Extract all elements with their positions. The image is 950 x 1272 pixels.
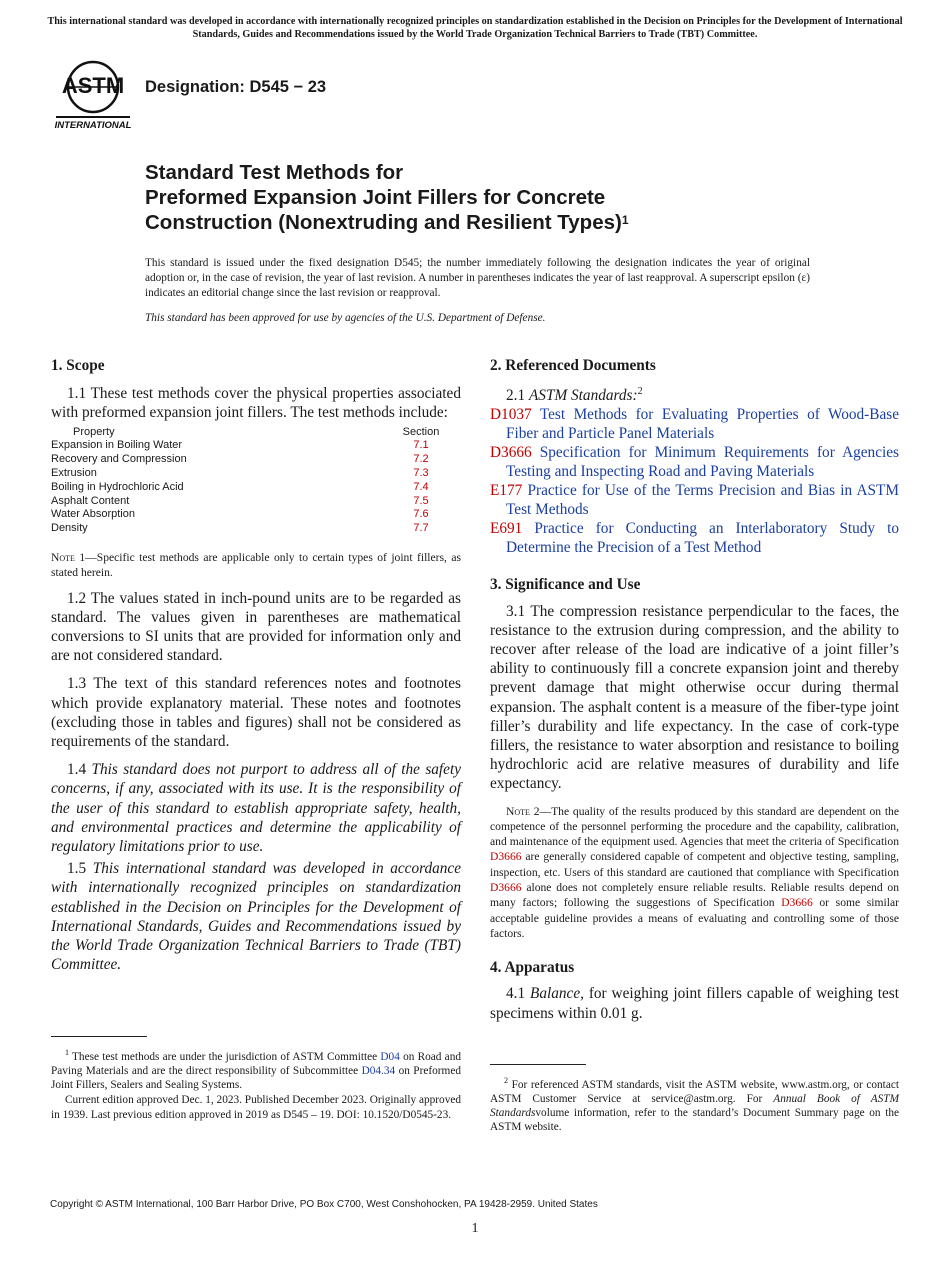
astm-logo [54, 58, 134, 132]
ref-code[interactable]: E691 [490, 520, 523, 538]
ref-code[interactable]: E177 [490, 482, 523, 500]
footnote-1-divider [51, 1036, 147, 1037]
ref-title[interactable]: Test Methods for Evaluating Properties of Wood-Base Fiber and Particle Panel Materials [506, 406, 899, 443]
page-number: 1 [471, 1221, 479, 1236]
table-row [51, 467, 451, 481]
section-1-heading: 1. Scope [51, 357, 105, 374]
title-line-2: Preformed Expansion Joint Fillers for Concrete [145, 186, 606, 209]
footnote-1-jurisdiction [51, 1046, 461, 1092]
para-1-3: 1.3 The text of this standard references notes and footnotes which provide explanatory material. These notes and footnotes (excluding those in tables and figures) shall not be considered as requirements of the standard. [51, 675, 461, 750]
ref-code[interactable]: D3666 [490, 444, 532, 462]
para-1-5 [51, 859, 461, 974]
para-4-1-term: Balance, [530, 985, 584, 1003]
table-cell-property: Water Absorption [51, 508, 135, 521]
footnote-1-marker: 1 [65, 1048, 69, 1057]
table-cell-section-link[interactable]: 7.1 [413, 439, 429, 452]
note-2-text-a: 2—The quality of the results produced by this standard are dependent on the competence of the personnel performing the procedure and the capability, calibration, and maintenance of the equipment used. Agencies that meet the criteria of Specification [490, 804, 899, 849]
title-footnote-ref[interactable]: 1 [621, 213, 629, 227]
table-cell-section-link[interactable]: 7.5 [413, 494, 429, 507]
para-4-1-text: for weighing joint fillers capable of weighing test specimens within 0.01 g. [490, 985, 899, 1022]
table-cell-section-link[interactable]: 7.4 [413, 480, 429, 493]
subcommittee-d04-34-link[interactable]: D04.34 [361, 1064, 396, 1077]
ref-title[interactable]: Specification for Minimum Requirements for Agencies Testing and Inspecting Road and Paving Materials [506, 444, 899, 481]
left-column [51, 356, 461, 974]
note-2-text-b: are generally considered capable of competent and objective testing, sampling, inspection, etc. Users of this standard are cautioned that compliance with Specification [490, 850, 899, 879]
ref-item-d1037[interactable] [490, 405, 899, 443]
note-2-text-c: alone does not completely ensure reliable results. Reliable results depend on many factors; following the suggestions of Specification [490, 881, 899, 910]
footnote-1 [51, 1046, 461, 1122]
d3666-link[interactable]: D3666 [490, 850, 522, 864]
ref-title[interactable]: Practice for Use of the Terms Precision and Bias in ASTM Test Methods [506, 482, 899, 519]
table-cell-section-link[interactable]: 7.7 [413, 522, 429, 535]
table-row [51, 522, 451, 536]
ref-item-e177[interactable] [490, 481, 899, 519]
para-1-4-number: 1.4 [67, 761, 92, 779]
para-1-5-text: This international standard was developed in accordance with internationally recognized principles on standardization established in the Decision on Principles for the Development of International Standards, Guides and Recommendations issued by the World Trade Organization Technical Barriers to Trade (TBT) Committee. [51, 860, 461, 974]
title-line-3-text: Construction (Nonextruding and Resilient Types) [145, 211, 622, 234]
title-line-1: Standard Test Methods for [145, 161, 404, 184]
committee-d04-link[interactable]: D04 [380, 1050, 400, 1063]
ref-title[interactable]: Practice for Conducting an Interlaboratory Study to Determine the Precision of a Test Method [506, 520, 900, 557]
svg-text:ASTM: ASTM [61, 73, 125, 98]
svg-text:INTERNATIONAL: INTERNATIONAL [54, 120, 132, 131]
astm-international-logo-icon [54, 58, 134, 132]
note-1-label: Note [51, 550, 75, 564]
table-row [51, 439, 451, 453]
section-2-heading: 2. Referenced Documents [490, 357, 656, 374]
footnote-2-text [490, 1074, 899, 1135]
table-cell-property: Recovery and Compression [51, 453, 187, 466]
para-1-1: 1.1 These test methods cover the physical properties associated with preformed expansion joint fillers. The test methods include: [51, 385, 461, 422]
para-4-1-number: 4.1 [506, 985, 530, 1003]
footnote-1-text-a: These test methods are under the jurisdiction of ASTM Committee [69, 1050, 381, 1063]
para-3-1: 3.1 The compression resistance perpendicular to the faces, the resistance to the extrusion during compression, and the ability to recover after release of the load are indicative of a joint filler’s ability to continuously fill a concrete expansion joint and thereby prevent damage that might otherwise occur during thermal expansion. The asphalt content is a measure of the fiber-type joint filler’s durability and life expectancy. In the case of cork-type fillers, the resistance to water absorption and resistance to boiling hydrochloric acid are relative measures of durability and life expectancy. [490, 602, 899, 793]
footnote-2-ref[interactable]: 2 [637, 386, 643, 398]
section-4-heading: 4. Apparatus [490, 959, 575, 977]
section-3-heading: 3. Significance and Use [490, 576, 641, 594]
table-cell-section-link[interactable]: 7.3 [413, 467, 429, 479]
copyright-line: Copyright © ASTM International, 100 Barr Harbor Drive, PO Box C700, West Conshohocken, PA 19428-2959. United States [50, 1199, 598, 1210]
note-1 [51, 550, 461, 581]
footnote-1-text-b: on Road and Paving Materials and are the direct responsibility of Subcommittee [51, 1050, 461, 1077]
international-standard-notice: This international standard was developed in accordance with internationally recognized principles on standardization established in the Decision on Principles for the Development of International Standards, Guides and Recommendations issued by the World Trade Organization Technical Barriers to Trade (TBT) Committee. [47, 16, 903, 40]
table-row [51, 495, 451, 509]
subheading-number: 2.1 [506, 387, 529, 405]
footnote-2-divider [490, 1064, 586, 1065]
right-column [490, 356, 899, 1023]
designation: Designation: D545 − 23 [145, 78, 327, 96]
properties-table [51, 426, 451, 536]
footnote-1-text-c: on Preformed Joint Fillers, Sealers and Sealing Systems. [51, 1064, 461, 1092]
table-cell-property: Boiling in Hydrochloric Acid [51, 480, 184, 493]
title-line-3 [145, 210, 865, 235]
document-title [145, 160, 865, 235]
subheading-label: ASTM Standards: [528, 387, 638, 405]
footnote-2-text-a: For referenced ASTM standards, visit the ASTM website, www.astm.org, or contact ASTM Customer Service at service@astm.org. For [490, 1078, 899, 1105]
d3666-link[interactable]: D3666 [781, 896, 813, 910]
footnote-2-marker: 2 [504, 1076, 508, 1085]
table-header-row [51, 426, 451, 440]
note-2-label: Note [506, 804, 530, 818]
astm-standards-subheading [490, 382, 899, 405]
table-cell-property: Expansion in Boiling Water [51, 439, 183, 452]
para-1-4-text: This standard does not purport to address all of the safety concerns, if any, associated with its use. It is the responsibility of the user of this standard to establish appropriate safety, health, and environmental practices and determine the applicability of regulatory limitations prior to use. [51, 761, 462, 856]
footnote-2-italic: Annual Book of ASTM Standards [490, 1092, 899, 1120]
para-4-1 [490, 984, 899, 1022]
footnote-1-edition: Current edition approved Dec. 1, 2023. Published December 2023. Originally approved in 1939. Last previous edition approved in 2019 as D545 – 19. DOI: 10.1520/D0545-23. [51, 1094, 461, 1121]
table-cell-property: Density [51, 522, 88, 535]
table-row [51, 453, 451, 467]
table-row [51, 508, 451, 522]
table-header-section: Section [402, 425, 440, 438]
table-header-property: Property [73, 425, 115, 438]
note-2 [490, 804, 899, 942]
table-row [51, 481, 451, 495]
table-cell-property: Extrusion [51, 467, 97, 479]
note-2-text-d: or some similar acceptable guideline provides a means of evaluating and controlling some of those factors. [490, 896, 899, 940]
d3666-link[interactable]: D3666 [490, 881, 522, 895]
issuance-statement: This standard is issued under the fixed designation D545; the number immediately following the designation indicates the year of original adoption or, in the case of revision, the year of last revision. A number in parentheses indicates the year of last reapproval. A superscript epsilon (ε) indicates an editorial change since the last revision or reapproval. [145, 257, 810, 299]
table-cell-section-link[interactable]: 7.6 [413, 508, 429, 521]
para-1-5-number: 1.5 [67, 860, 93, 878]
dod-approval-statement: This standard has been approved for use by agencies of the U.S. Department of Defense. [145, 312, 546, 324]
ref-code[interactable]: D1037 [490, 406, 532, 424]
note-1-text: 1—Specific test methods are applicable only to certain types of joint fillers, as stated herein. [51, 550, 461, 580]
footnote-2 [490, 1074, 899, 1135]
para-1-4 [51, 760, 461, 856]
ref-item-e691[interactable] [490, 519, 899, 557]
footnote-2-text-b: volume information, refer to the standard’s Document Summary page on the ASTM website. [490, 1107, 899, 1134]
ref-item-d3666[interactable] [490, 443, 899, 481]
referenced-documents [490, 382, 899, 557]
para-1-2: 1.2 The values stated in inch-pound units are to be regarded as standard. The values given in parentheses are mathematical conversions to SI units that are provided for information only and are not considered standard. [51, 589, 461, 665]
table-cell-section-link[interactable]: 7.2 [413, 453, 429, 466]
table-cell-property: Asphalt Content [51, 494, 130, 507]
